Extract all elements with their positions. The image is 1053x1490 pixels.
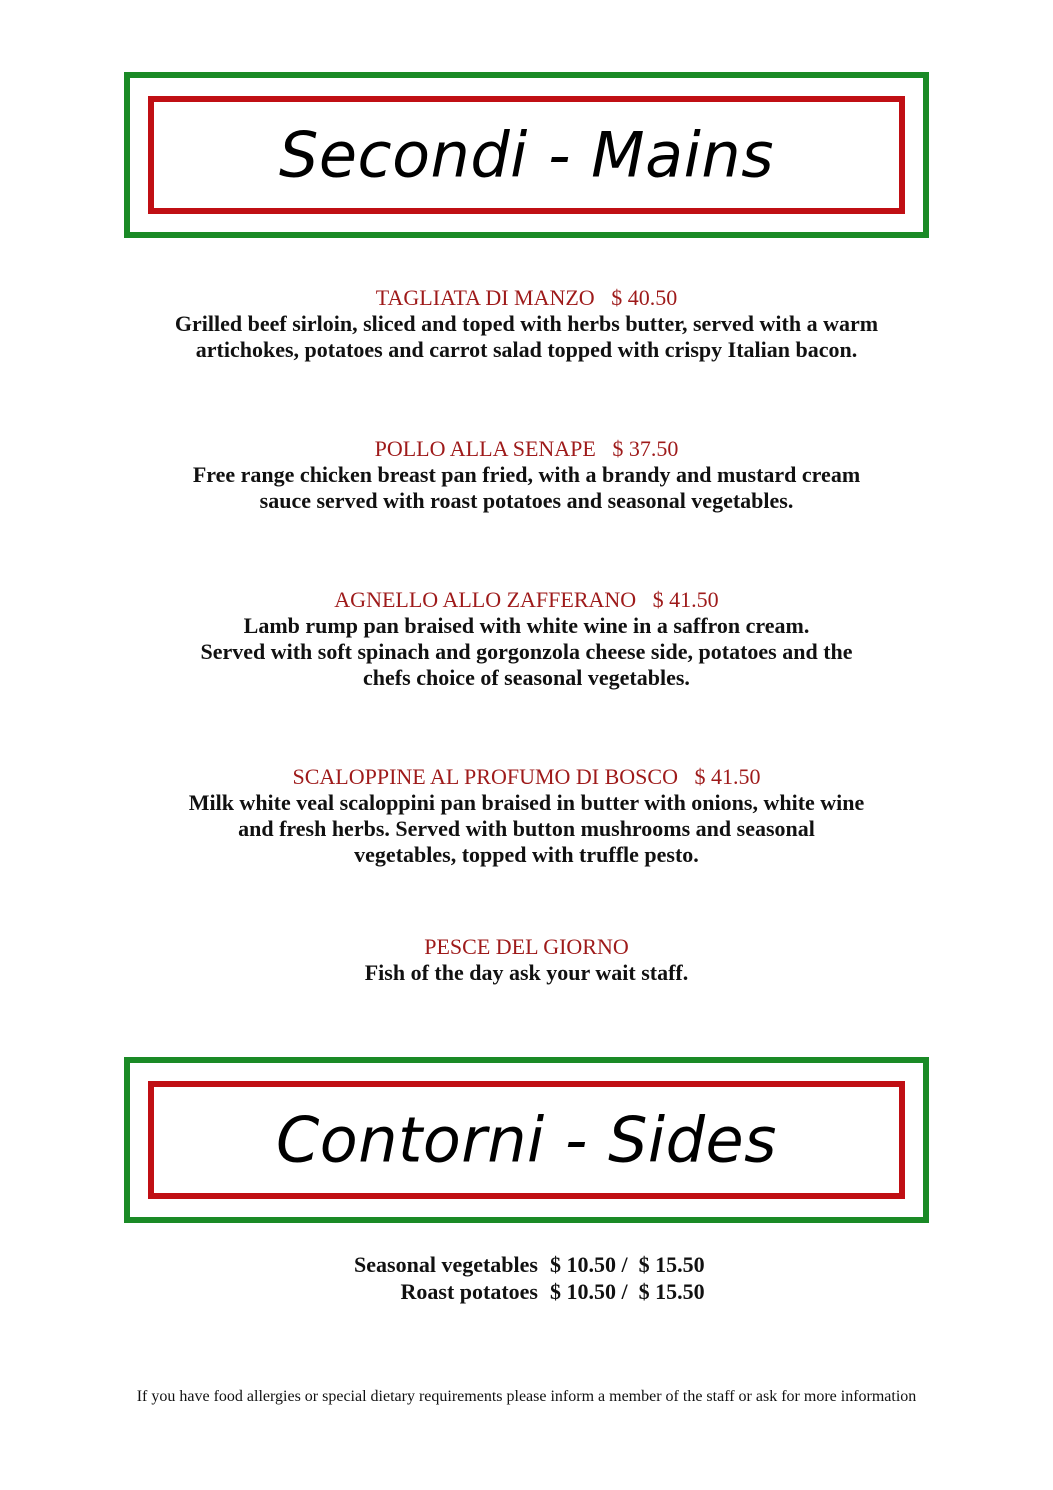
description-line: Grilled beef sirloin, sliced and toped with herbs butter, served with a warm [174, 311, 879, 336]
side-item-name: Roast potatoes [400, 1279, 538, 1304]
menu-item-name-price: POLLO ALLA SENAPE $ 37.50 [374, 436, 679, 461]
description-line: sauce served with roast potatoes and seasonal vegetables. [259, 488, 794, 513]
description-line: Served with soft spinach and gorgonzola cheese side, potatoes and the [200, 639, 853, 664]
menu-item-name-price: PESCE DEL GIORNO [424, 934, 629, 959]
description-line: vegetables, topped with truffle pesto. [354, 842, 699, 867]
side-item [0, 1251, 1053, 1278]
menu-item-description [0, 311, 1053, 363]
description-line: and fresh herbs. Served with button mushrooms and seasonal [238, 816, 815, 841]
menu-item-description [0, 790, 1053, 868]
sides-list [0, 1251, 1053, 1305]
side-item-price: $ 10.50 / $ 15.50 [550, 1252, 705, 1277]
description-line: artichokes, potatoes and carrot salad topped with crispy Italian bacon. [195, 337, 858, 362]
side-item-price: $ 10.50 / $ 15.50 [550, 1279, 705, 1304]
description-line: Lamb rump pan braised with white wine in a saffron cream. [243, 613, 810, 638]
description-line: Free range chicken breast pan fried, with a brandy and mustard cream [192, 462, 861, 487]
description-line: Milk white veal scaloppini pan braised in butter with onions, white wine [188, 790, 865, 815]
menu-item [0, 764, 1053, 868]
mains-header-inner-border [148, 96, 905, 214]
side-item-name: Seasonal vegetables [354, 1252, 538, 1277]
menu-item [0, 436, 1053, 514]
menu-item-description [0, 960, 1053, 986]
sides-section-title: Contorni - Sides [276, 1103, 777, 1177]
sides-header-banner [124, 1057, 929, 1223]
side-item [0, 1278, 1053, 1305]
menu-item [0, 285, 1053, 363]
description-line: chefs choice of seasonal vegetables. [363, 665, 690, 690]
allergy-notice: If you have food allergies or special dietary requirements please inform a member of the staff or ask for more information [136, 1388, 917, 1405]
menu-item [0, 587, 1053, 691]
menu-item-name-price: AGNELLO ALLO ZAFFERANO $ 41.50 [334, 587, 719, 612]
menu-item-name-price: SCALOPPINE AL PROFUMO DI BOSCO $ 41.50 [292, 764, 761, 789]
menu-item-description [0, 613, 1053, 691]
description-line: Fish of the day ask your wait staff. [364, 960, 689, 985]
menu-item [0, 934, 1053, 986]
sides-header-inner-border [148, 1081, 905, 1199]
mains-header-banner [124, 72, 929, 238]
menu-item-description [0, 462, 1053, 514]
menu-item-name-price: TAGLIATA DI MANZO $ 40.50 [375, 285, 678, 310]
mains-section-title: Secondi - Mains [279, 118, 774, 192]
